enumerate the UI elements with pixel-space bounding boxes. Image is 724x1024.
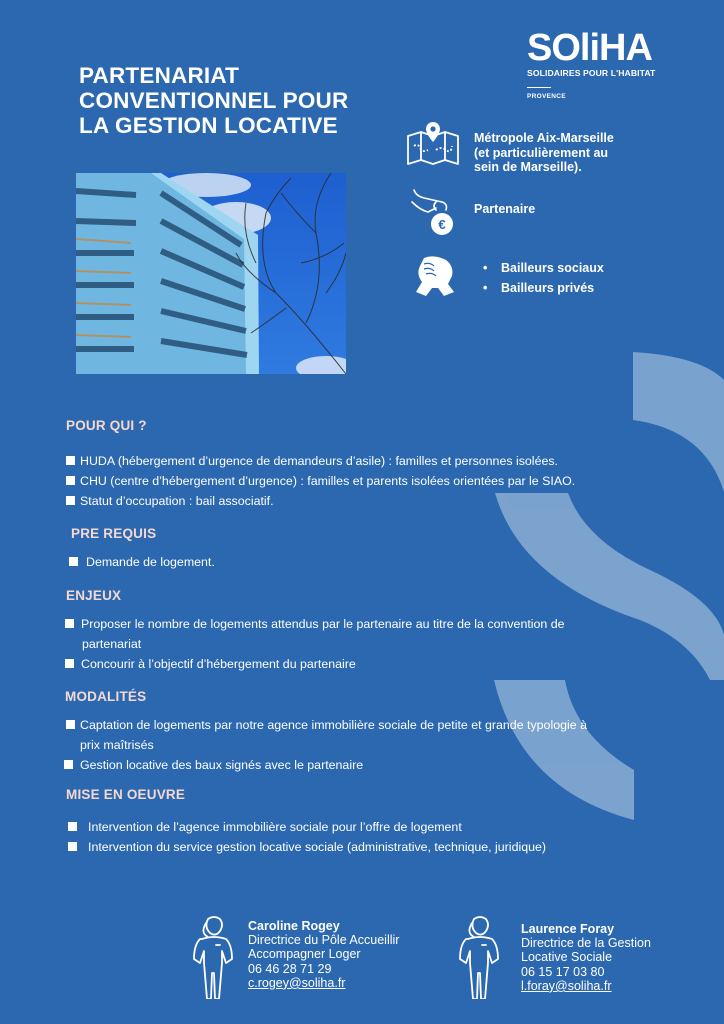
contact-role-line-2: Accompagner Loger [248,947,361,962]
title-line-3: LA GESTION LOCATIVE [79,113,338,138]
square-bullet-icon [69,557,78,566]
square-bullet-icon [68,822,77,831]
svg-text:€: € [438,217,446,232]
pour-qui-list [66,451,575,511]
title-line-2: CONVENTIONNEL POUR [79,88,349,113]
square-bullet-icon [66,476,75,485]
pre-requis-list [69,552,215,572]
modalites-list [66,715,587,775]
partner-item: • Bailleurs sociaux [483,258,604,278]
square-bullet-icon [66,720,75,729]
section-title-mise-en-oeuvre: MISE EN OEUVRE [66,787,186,802]
person-icon [192,915,236,999]
partner-item: • Bailleurs privés [483,278,604,298]
title-line-1: PARTENARIAT [79,63,240,88]
logo-region: PROVENCE [527,93,566,100]
contact-card-1 [248,919,399,990]
soliha-logo [527,27,687,100]
square-bullet-icon [65,659,74,668]
hand-euro-coin-icon [410,188,458,238]
contact-role-line-1: Directrice de la Gestion [521,936,651,951]
logo-tagline: SOLIDAIRES POUR L'HABITAT [527,68,656,78]
list-item: Concourir à l’objectif d’hébergement du partenaire [65,654,565,674]
contact-role-line-1: Directrice du Pôle Accueillir [248,933,400,948]
square-bullet-icon [66,456,75,465]
list-item: Intervention de l’agence immobilière sociale pour l’offre de logement [68,817,546,837]
square-bullet-icon [68,842,77,851]
partners-list [483,258,604,298]
map-pin-icon [406,120,460,168]
contact-phone: 06 15 17 03 80 [521,964,605,979]
list-item: Demande de logement. [69,552,215,572]
logo-brand: SOliHA [527,27,652,69]
building-photo-illustration [76,173,346,374]
contact-name: Caroline Rogey [248,919,340,933]
contact-name: Laurence Foray [521,922,615,936]
list-item: Intervention du service gestion locative sociale (administrative, technique, juridique) [68,837,546,857]
section-title-pre-requis: PRE REQUIS [71,526,157,541]
building-photo [76,173,346,374]
location-line-3: sein de Marseille). [474,160,582,174]
page-title [79,63,399,138]
contact-card-2 [521,922,651,993]
location-text [474,131,614,175]
handshake-icon [410,254,456,298]
logo-divider [527,87,551,88]
list-item: HUDA (hébergement d’urgence de demandeurs d’asile) : familles et personnes isolées. [66,451,575,471]
list-item: Proposer le nombre de logements attendus par le partenaire au titre de la convention de partenariat [65,614,565,654]
mise-en-oeuvre-list [68,817,546,857]
list-item: Captation de logements par notre agence immobilière sociale de petite et grande typologie à prix maîtrisés [66,715,587,755]
section-title-pour-qui: POUR QUI ? [66,418,147,433]
list-item: CHU (centre d’hébergement d’urgence) : familles et parents isolées orientées par le SIAO. [66,471,575,491]
enjeux-list [65,614,565,674]
contact-role-line-2: Locative Sociale [521,950,613,965]
contact-email-link[interactable]: l.foray@soliha.fr [521,978,612,993]
section-title-modalites: MODALITÉS [65,689,147,704]
list-item: Gestion locative des baux signés avec le partenaire [64,755,587,775]
location-line-1: Métropole Aix-Marseille [474,131,614,145]
location-line-2: (et particulièrement au [474,145,609,160]
contact-email-link[interactable]: c.rogey@soliha.fr [248,975,346,990]
section-title-enjeux: ENJEUX [66,588,122,603]
square-bullet-icon [65,619,74,628]
square-bullet-icon [66,496,75,505]
contact-phone: 06 46 28 71 29 [248,961,332,976]
person-icon [458,915,502,999]
square-bullet-icon [64,760,73,769]
list-item: Statut d’occupation : bail associatif. [66,491,575,511]
funder-text: Partenaire [474,202,536,216]
